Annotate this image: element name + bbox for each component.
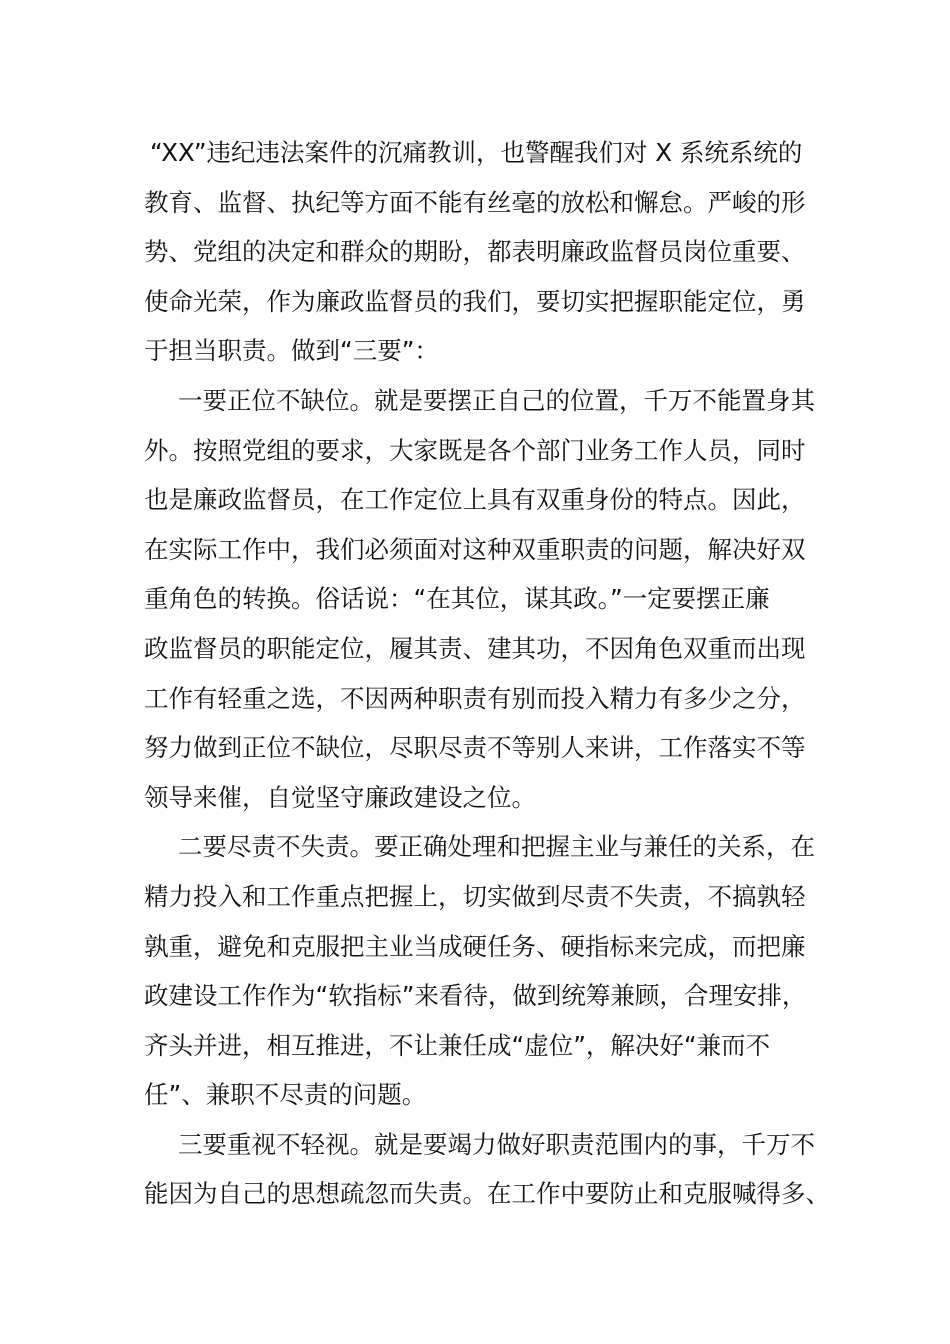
text-line: 工作有轻重之选，不因两种职责有别而投入精力有多少之分， xyxy=(144,683,806,713)
text-line: 政监督员的职能定位，履其责、建其功，不因角色双重而出现 xyxy=(144,633,806,663)
text-line: 教育、监督、执纪等方面不能有丝毫的放松和懈怠。严峻的形 xyxy=(144,187,806,217)
text-line: 于担当职责。做到“三要”： xyxy=(144,336,439,366)
text-line: 在实际工作中，我们必须面对这种双重职责的问题，解决好双 xyxy=(144,534,806,564)
paragraph-start-line: 三要重视不轻视。就是要竭力做好职责范围内的事，千万不 xyxy=(178,1129,815,1159)
text-line: 孰重，避免和克服把主业当成硬任务、硬指标来完成，而把廉 xyxy=(144,931,806,961)
text-line: 精力投入和工作重点把握上，切实做到尽责不失责，不搞孰轻 xyxy=(144,881,806,911)
text-line: 能因为自己的思想疏忽而失责。在工作中要防止和克服喊得多、 xyxy=(144,1179,830,1209)
text-line: 领导来催，自觉坚守廉政建设之位。 xyxy=(144,782,536,812)
text-line: 使命光荣，作为廉政监督员的我们，要切实把握职能定位，勇 xyxy=(144,286,806,316)
text-line: 势、党组的决定和群众的期盼，都表明廉政监督员岗位重要、 xyxy=(144,237,806,267)
document-body xyxy=(144,128,830,1219)
text-line: 外。按照党组的要求，大家既是各个部门业务工作人员，同时 xyxy=(144,435,806,465)
paragraph-start-line: 一要正位不缺位。就是要摆正自己的位置，千万不能置身其 xyxy=(178,385,815,415)
text-line: 也是廉政监督员，在工作定位上具有双重身份的特点。因此， xyxy=(144,485,806,515)
text-line: 重角色的转换。俗话说：“在其位，谋其政。”一定要摆正廉 xyxy=(144,584,770,614)
text-line: 任”、兼职不尽责的问题。 xyxy=(144,1080,427,1110)
paragraph-start-line: 二要尽责不失责。要正确处理和把握主业与兼任的关系，在 xyxy=(178,832,815,862)
text-line: 努力做到正位不缺位，尽职尽责不等别人来讲，工作落实不等 xyxy=(144,733,806,763)
text-line: 政建设工作作为“软指标”来看待，做到统筹兼顾，合理安排， xyxy=(144,981,807,1011)
text-line: 齐头并进，相互推进，不让兼任成“虚位”，解决好“兼而不 xyxy=(144,1030,771,1060)
text-line: “XX”违纪违法案件的沉痛教训，也警醒我们对 X 系统系统的 xyxy=(150,138,803,167)
